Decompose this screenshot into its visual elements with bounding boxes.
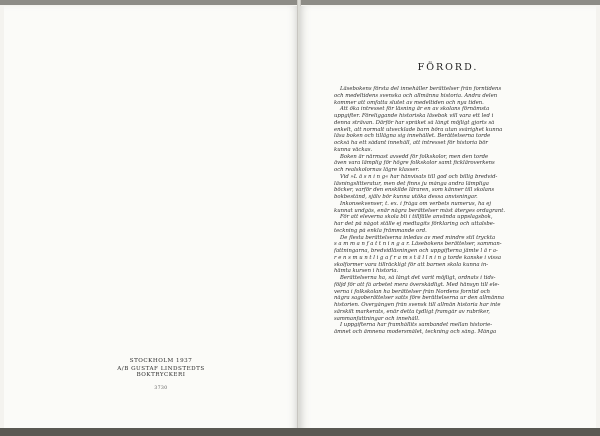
- preface-line: historien. Övergången från svensk till allmän historia har inte: [334, 302, 501, 308]
- preface-line: enkelt, att normalt utvecklade barn böra utan svårighet kunna: [334, 126, 503, 133]
- preface-line: bokbestånd, själv bör kunna utöka dessa anvisningar.: [334, 194, 478, 200]
- preface-line: denna strävan. Därför har språket så långt möjligt gjorts så: [334, 119, 495, 126]
- preface-line: fattningarna, bredvidläsningen och uppgifterna jämte l ä r a-: [334, 248, 498, 254]
- colophon-city-year: STOCKHOLM 1937: [129, 358, 193, 364]
- bottom-edge: [0, 428, 600, 436]
- preface-line: För att eleverna skola bli i tillfälle använda uppslagsbok,: [340, 214, 493, 221]
- preface-line: och medeltidens svenska och allmänna historia. Andra delen: [334, 92, 498, 99]
- preface-body: [334, 86, 564, 336]
- preface-line: s a m m a n f a t t n i n g a r. Läsebokens berättelser, samman-: [334, 241, 502, 248]
- preface-line: några sagoberättelser satts före berättelserna ur den allmänna: [334, 295, 505, 302]
- preface-line: Berättelserna ha, så långt det varit möjligt, ordnats i tids-: [340, 275, 496, 281]
- preface-line: böcker, varför den enskilde läraren, som känner till skolans: [334, 187, 495, 194]
- preface-line: uppgifter. Föreliggande historiska läsebok vill vara ett led i: [334, 113, 494, 119]
- preface-line: följd för att få arbetet mera överskådligt. Med hänsyn till ele-: [334, 281, 500, 288]
- preface-line: läsningslitteratur, men det finns ju många andra lämpliga: [334, 180, 489, 187]
- preface-line: sammanfattningar och innehåll.: [334, 315, 420, 322]
- preface-line: hämta kursen i historia.: [334, 268, 399, 275]
- preface-line: Läsebokens första del innehåller berättelser från forntidens: [340, 86, 502, 92]
- preface-line: r e n s m u n t l i g a f r a m s t ä l l n i n g torde kanske i vissa: [334, 254, 502, 261]
- colophon-number: 3730: [154, 386, 168, 391]
- preface-line: verna i folkskolan ha berättelser från Nordens forntid och: [334, 288, 491, 295]
- preface-line: I uppgifterna har framhållits sambandet mellan historie-: [340, 322, 492, 329]
- preface-line: Vid »L ä s n i n g« har hänvisats till god och billig bredvid-: [340, 173, 498, 180]
- preface-line: teckning på enkla främmande ord.: [334, 227, 427, 234]
- preface-line: också ha ett sådant innehåll, att intresset för historia bör: [334, 140, 488, 146]
- preface-line: Boken är närmast avsedd för folkskolor, men den torde: [340, 153, 489, 160]
- preface-line: även vara lämplig för högre folkskolor samt fickläroverkens: [334, 160, 495, 167]
- colophon-printer: A/B GUSTAF LINDSTEDTS BOKTRYCKERI: [117, 366, 205, 378]
- preface-line: och realskolornas lägre klasser.: [334, 167, 420, 173]
- colophon: [96, 358, 226, 391]
- preface-line: kommer att omfatta slutet av medeltiden och nya tiden.: [334, 99, 484, 106]
- preface-line: Att öka intresset för läsning är en av skolans förnämsta: [340, 106, 490, 113]
- preface-line: skolformer vara tillräckligt för att barnen skola kunna in-: [334, 261, 489, 268]
- preface-line: kunnat undgås, enär några berättelser måst återges ordagrant.: [334, 207, 506, 214]
- preface-line: särskilt markerats, enär detta tydligt framgår av rubriker,: [334, 308, 490, 315]
- preface-line: kunna väckas.: [334, 146, 373, 153]
- preface-line: ämnet och ämnena modersmålet, teckning och sång. Många: [334, 329, 497, 335]
- preface-line: De flesta berättelserna inledas av med mindre stil tryckta: [340, 234, 496, 241]
- preface-title: FÖRORD.: [417, 62, 479, 73]
- preface-line: läsa boken och tillägna sig innehållet. Berättelserna torde: [334, 133, 491, 140]
- preface-line: Inkonsekvenser, t. ex. i fråga om verbets numerus, ha ej: [340, 200, 491, 207]
- preface-line: har det på något ställe ej medtagits förklaring och uttalsbe-: [334, 221, 495, 227]
